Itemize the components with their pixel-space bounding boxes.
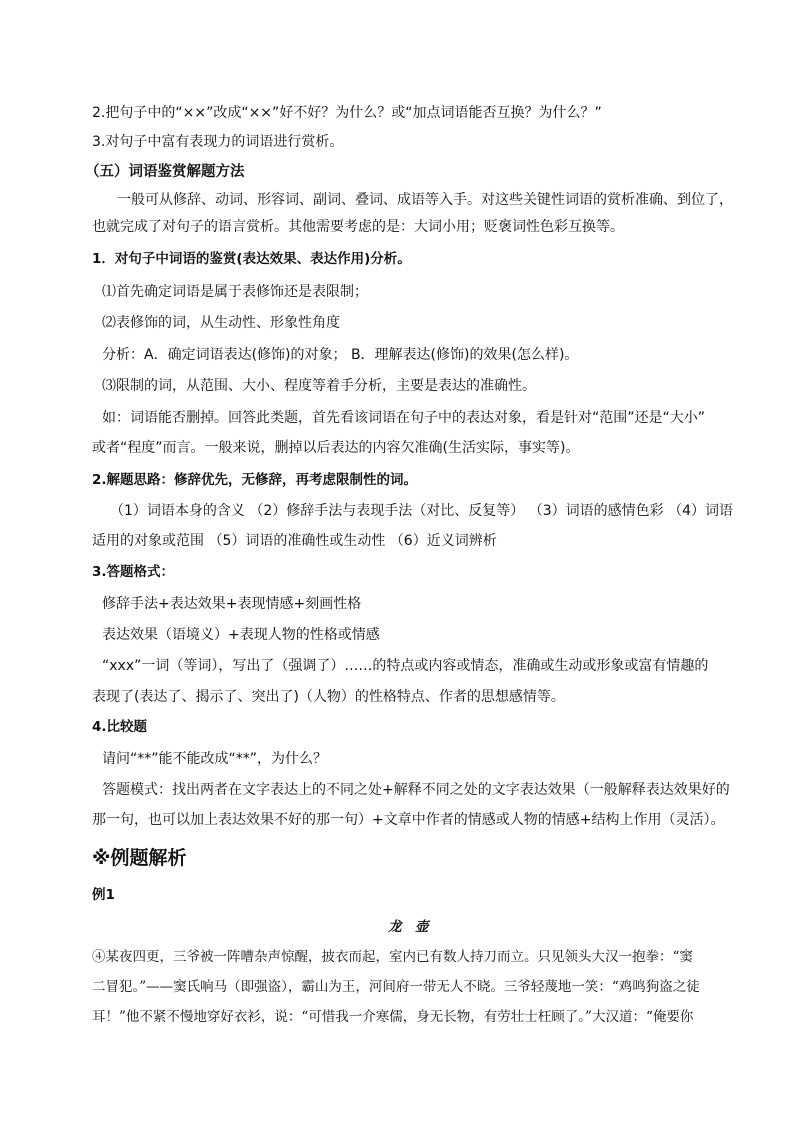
text-line-14: （1）词语本身的含义 （2）修辞手法与表现手法（对比、反复等） （3）词语的感情色彩 （4）词语 bbox=[110, 503, 733, 519]
text-line-7: ⑴首先确定词语是属于表修饰还是表限制； bbox=[102, 284, 368, 300]
paragraph-line-1: 一般可从修辞、动词、形容词、副词、叠词、成语等入手。对这些关键性词语的赏析准确、到位了， bbox=[117, 192, 733, 208]
subheading-2: 2.解题思路：修辞优先，无修辞，再考虑限制性的词。 bbox=[92, 472, 418, 488]
text-line-18: 表达效果（语境义）+表现人物的性格或情感 bbox=[102, 627, 380, 643]
text-line-17: 修辞手法+表达效果+表现情感+刻画性格 bbox=[102, 596, 362, 612]
text-line-2: 3.对句子中富有表现力的词语进行赏析。 bbox=[92, 134, 344, 150]
subheading-1: 1．对句子中词语的鉴赏(表达效果、表达作用)分析。 bbox=[92, 251, 411, 267]
text-line-23: 答题模式：找出两者在文字表达上的不同之处+解释不同之处的文字表达效果（一般解释表达效果好的 bbox=[102, 782, 730, 798]
article-line-1: ④某夜四更，三爷被一阵嘈杂声惊醒，披衣而起，室内已有数人持刀而立。只见领头大汉一抱拳：“窦 bbox=[92, 949, 693, 965]
text-line-20: 表现了(表达了、揭示了、突出了)（人物）的性格特点、作者的思想感情等。 bbox=[92, 689, 565, 705]
text-line-22: 请问“**”能不能改成“**”，为什么？ bbox=[102, 751, 328, 767]
example-label: 例1 bbox=[92, 887, 115, 903]
text-line-10: ⑶限制的词，从范围、大小、程度等着手分析，主要是表达的准确性。 bbox=[102, 378, 536, 394]
paragraph-line-2: 也就完成了对句子的语言赏析。其他需要考虑的是：大词小用；贬褒词性色彩互换等。 bbox=[92, 219, 624, 235]
subheading-4: 4.比较题 bbox=[92, 719, 148, 735]
subheading-3: 3.答题格式： bbox=[92, 564, 175, 580]
section-heading: （五）词语鉴赏解题方法 bbox=[85, 164, 245, 180]
article-line-3: 耳！”他不紧不慢地穿好衣衫，说：“可惜我一介寒儒，身无长物，有劳壮士枉顾了。”大汉道：“俺要你 bbox=[92, 1009, 694, 1025]
text-line-19: “xxx”一词（等词），写出了（强调了）……的特点或内容或情态，准确或生动或形象或富有情趣的 bbox=[102, 658, 709, 674]
text-line-11: 如：词语能否删掉。回答此类题，首先看该词语在句子中的表达对象，看是针对“范围”还是“大小” bbox=[102, 410, 706, 426]
article-title: 龙 壶 bbox=[388, 919, 429, 935]
text-line-15: 适用的对象或范围 （5）词语的准确性或生动性 （6）近义词辨析 bbox=[92, 533, 497, 549]
text-line-9: 分析：A．确定词语表达(修饰)的对象； B．理解表达(修饰)的效果(怎么样)。 bbox=[102, 347, 579, 363]
text-line-1: 2.把句子中的“××”改成“××”好不好？为什么？或“加点词语能否互换？为什么？” bbox=[92, 105, 602, 121]
text-line-24: 那一句，也可以加上表达效果不好的那一句）+文章中作者的情感或人物的情感+结构上作用（灵活）。 bbox=[92, 812, 725, 828]
example-section-heading: ※例题解析 bbox=[92, 847, 187, 869]
article-line-2: 二冒犯。”——窦氏响马（即强盗），霸山为王，河间府一带无人不晓。三爷轻蔑地一笑：“鸡鸣狗盗之徒 bbox=[92, 979, 700, 995]
text-line-12: 或者“程度”而言。一般来说，删掉以后表达的内容欠准确(生活实际，事实等)。 bbox=[92, 440, 580, 456]
text-line-8: ⑵表修饰的词，从生动性、形象性角度 bbox=[102, 315, 340, 331]
